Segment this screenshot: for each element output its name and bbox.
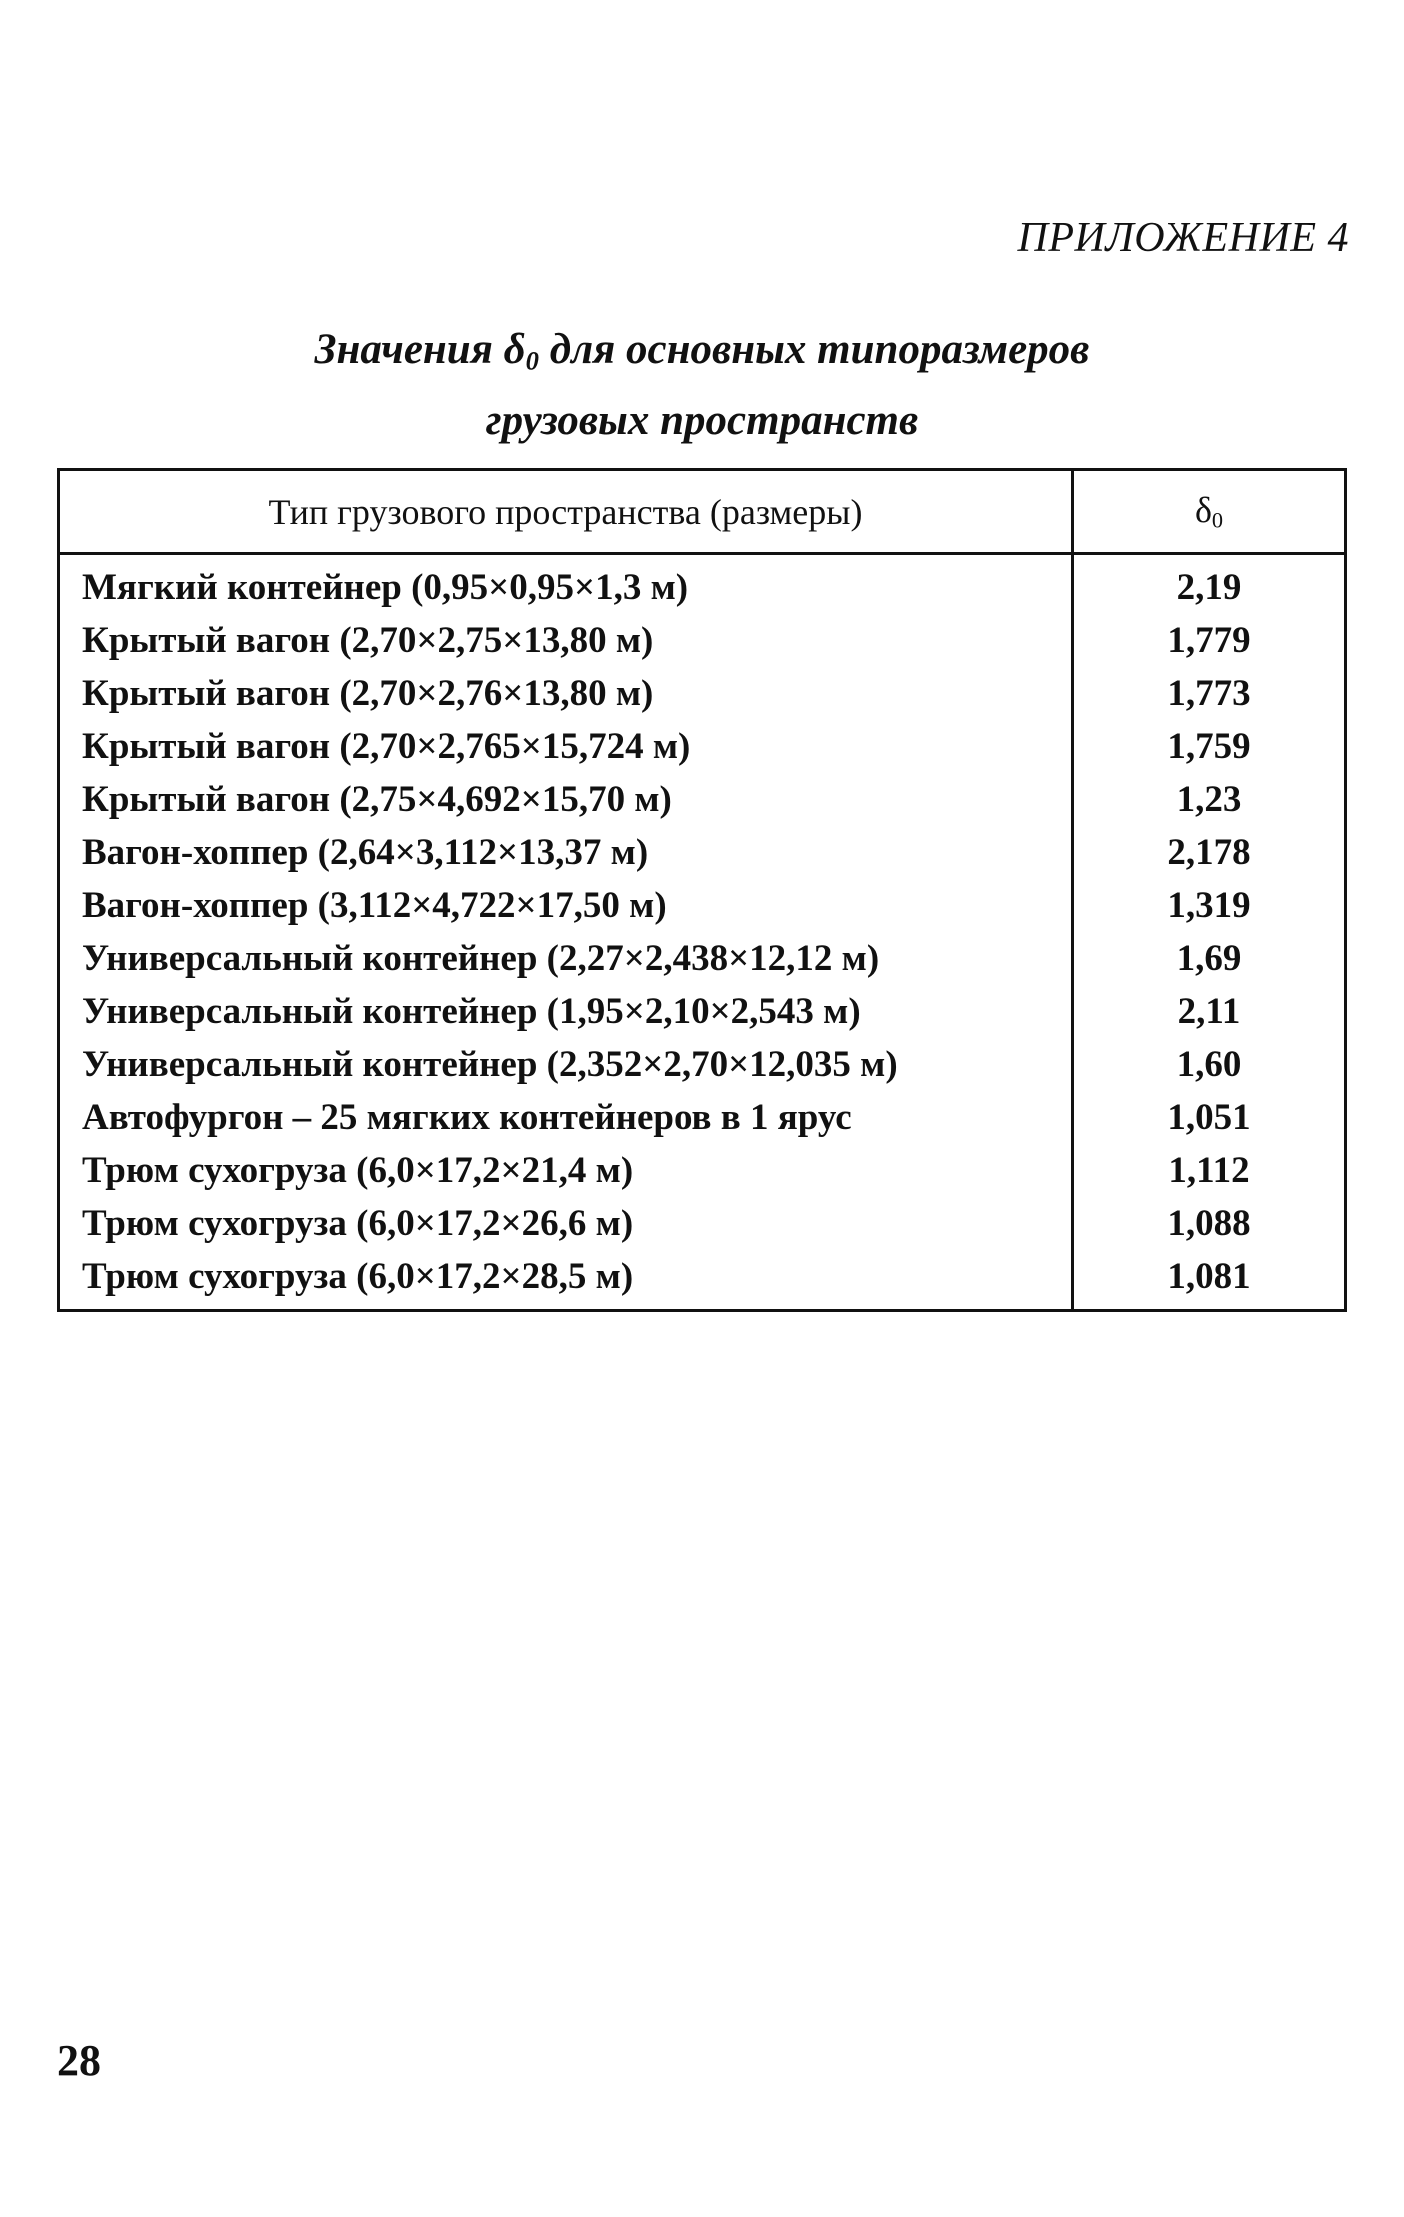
header-value-symbol: δ — [1194, 490, 1212, 531]
cargo-space-type-cell: Вагон-хоппер (3,112×4,722×17,50 м) — [59, 879, 1073, 932]
delta-value-cell: 1,081 — [1167, 1256, 1251, 1297]
table-row — [59, 554, 1346, 615]
page-number: 28 — [57, 2036, 101, 2085]
cargo-space-type-cell: Крытый вагон (2,70×2,765×15,724 м) — [59, 720, 1073, 773]
cargo-space-type-cell: Трюм сухогруза (6,0×17,2×26,6 м) — [59, 1197, 1073, 1250]
table-row — [59, 720, 1346, 773]
title-text-after: для основных типоразмеров — [538, 326, 1090, 373]
delta-value-cell: 1,60 — [1176, 1044, 1242, 1085]
cargo-space-type-cell: Мягкий контейнер (0,95×0,95×1,3 м) — [59, 554, 1073, 615]
title-text-before: Значения δ — [314, 326, 526, 373]
page-title — [0, 320, 1404, 451]
delta-value-cell: 1,69 — [1176, 938, 1242, 979]
table-row — [59, 826, 1346, 879]
header-type: Тип грузового пространства (размеры) — [59, 470, 1073, 554]
delta-value-cell: 1,759 — [1167, 726, 1251, 767]
table-row — [59, 773, 1346, 826]
table-header-row — [59, 470, 1346, 554]
delta-value-cell: 1,112 — [1168, 1150, 1250, 1191]
delta-value-cell: 1,773 — [1167, 673, 1251, 714]
delta-value-cell: 1,319 — [1167, 885, 1251, 926]
header-value — [1073, 470, 1346, 554]
delta-value-cell: 2,11 — [1177, 991, 1241, 1032]
table-row — [59, 1144, 1346, 1197]
header-value-subscript: 0 — [1211, 507, 1224, 533]
delta-value-cell: 1,779 — [1167, 620, 1251, 661]
title-subscript: 0 — [525, 345, 539, 376]
delta-value-cell: 1,23 — [1176, 779, 1242, 820]
table-row — [59, 614, 1346, 667]
delta-value-cell: 2,19 — [1176, 567, 1242, 608]
appendix-label: ПРИЛОЖЕНИЕ 4 — [1017, 215, 1349, 261]
table-row — [59, 932, 1346, 985]
cargo-space-type-cell: Крытый вагон (2,70×2,75×13,80 м) — [59, 614, 1073, 667]
delta-values-table — [57, 468, 1347, 1312]
delta-value-cell: 1,088 — [1167, 1203, 1251, 1244]
cargo-space-type-cell: Вагон-хоппер (2,64×3,112×13,37 м) — [59, 826, 1073, 879]
table-row — [59, 879, 1346, 932]
title-line-2: грузовых пространств — [485, 396, 919, 444]
table-body — [59, 554, 1346, 1311]
table-row — [59, 1091, 1346, 1144]
title-line-1 — [0, 320, 1404, 391]
delta-value-cell: 1,051 — [1167, 1097, 1251, 1138]
cargo-space-type-cell: Трюм сухогруза (6,0×17,2×21,4 м) — [59, 1144, 1073, 1197]
cargo-space-type-cell: Крытый вагон (2,75×4,692×15,70 м) — [59, 773, 1073, 826]
cargo-space-type-cell: Автофургон – 25 мягких контейнеров в 1 ярус — [59, 1091, 1073, 1144]
cargo-space-type-cell: Универсальный контейнер (2,27×2,438×12,12 м) — [59, 932, 1073, 985]
table-row — [59, 985, 1346, 1038]
cargo-space-type-cell: Трюм сухогруза (6,0×17,2×28,5 м) — [59, 1250, 1073, 1311]
cargo-space-type-cell: Универсальный контейнер (2,352×2,70×12,035 м) — [59, 1038, 1073, 1091]
table-row — [59, 1250, 1346, 1311]
table-row — [59, 1038, 1346, 1091]
table-row — [59, 667, 1346, 720]
table-row — [59, 1197, 1346, 1250]
delta-value-cell: 2,178 — [1167, 832, 1251, 873]
cargo-space-type-cell: Крытый вагон (2,70×2,76×13,80 м) — [59, 667, 1073, 720]
cargo-space-type-cell: Универсальный контейнер (1,95×2,10×2,543 м) — [59, 985, 1073, 1038]
